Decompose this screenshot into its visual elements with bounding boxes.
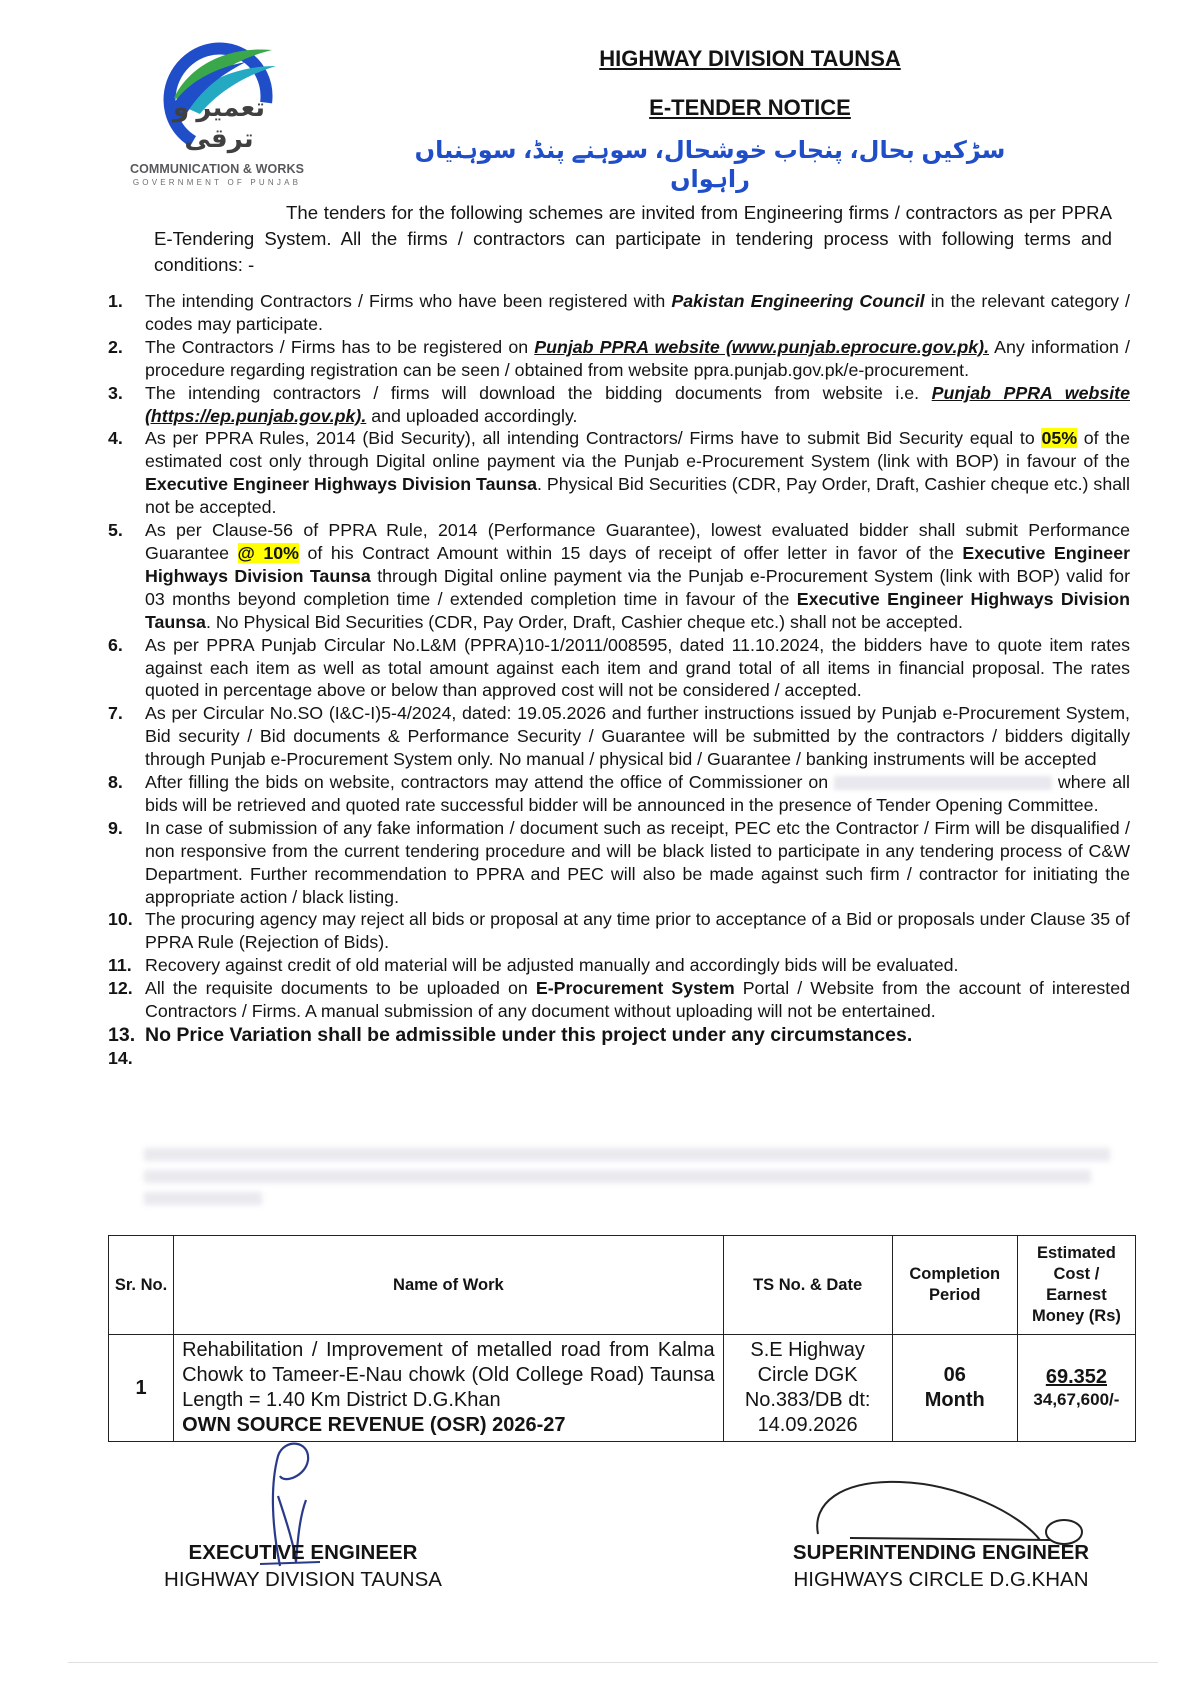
header-name: Name of Work bbox=[174, 1236, 724, 1335]
redacted-date bbox=[834, 776, 1052, 790]
term-item: 11. Recovery against credit of old material will be adjusted manually and accordingly bids will be evaluated. bbox=[108, 955, 959, 976]
term-item: 2. The Contractors / Firms has to be registered on Punjab PPRA website (www.punjab.eprocure.gov.pk). Any information / procedure regarding registration can be seen / obtained from website ppra.punjab.gov.pk/e-procurement. bbox=[108, 336, 1130, 380]
term-item: 8. After filling the bids on website, contractors may attend the office of Commissioner on where all bids will be retrieved and quoted rate successful bidder will be announced in the presence of Tender Opening Committee. bbox=[108, 772, 1131, 815]
division-title: HIGHWAY DIVISION TAUNSA bbox=[599, 46, 901, 71]
header-period: Completion Period bbox=[892, 1236, 1017, 1335]
executive-engineer-title: EXECUTIVE ENGINEER bbox=[188, 1541, 418, 1564]
row-completion-period: 06 Month bbox=[892, 1335, 1017, 1442]
superintending-engineer-title: SUPERINTENDING ENGINEER bbox=[792, 1541, 1090, 1564]
logo-urdu-text: تعمیر و ترقی bbox=[172, 92, 266, 153]
row-cost bbox=[1017, 1335, 1135, 1442]
terms-list bbox=[108, 290, 1130, 1070]
cw-logo bbox=[112, 36, 322, 192]
bid-security-percent: 05% bbox=[1041, 428, 1078, 449]
work-description: Rehabilitation / Improvement of metalled road from Kalma Chowk to Tameer-E-Nau chowk (Old College Road) Taunsa Length = 1.40 Km District D.G.Khan bbox=[182, 1339, 715, 1411]
urdu-slogan: سڑکیں بحال، پنجاب خوشحال، سوہنے پنڈ، سوہنیاں راہواں bbox=[414, 137, 1006, 193]
redacted-term-text bbox=[144, 1148, 1130, 1212]
row-name-of-work bbox=[174, 1335, 724, 1442]
header-sr: Sr. No. bbox=[109, 1236, 174, 1335]
executive-engineer-block bbox=[148, 1539, 458, 1593]
row-sr: 1 bbox=[109, 1335, 174, 1442]
superintending-engineer-office: HIGHWAYS CIRCLE D.G.KHAN bbox=[793, 1568, 1089, 1591]
notice-title: E-TENDER NOTICE bbox=[649, 95, 851, 120]
term-item: 3. The intending contractors / firms will download the bidding documents from website i.e. Punjab PPRA website (https://ep.punjab.gov.pk). and uploaded accordingly. bbox=[108, 382, 1130, 426]
term-item: 13. No Price Variation shall be admissible under this project under any circumstances. bbox=[108, 1024, 913, 1046]
executive-engineer-office: HIGHWAY DIVISION TAUNSA bbox=[164, 1568, 442, 1591]
intro-paragraph: The tenders for the following schemes are invited from Engineering firms / contractors as per PPRA E-Tendering System. All the firms / contractors can participate in tendering process with following terms and conditions: - bbox=[154, 202, 1112, 275]
term-item: 14. bbox=[108, 1048, 133, 1068]
term-item: 4. As per PPRA Rules, 2014 (Bid Security), all intending Contractors/ Firms have to submit Bid Security equal to 05% of the estimated cost only through Digital online payment via the Punjab e-Procurement System (link with BOP) in favour of the Executive Engineer Highways Division Taunsa. Physical Bid Securities (CDR, Pay Order, Draft, Cashier cheque etc.) shall not be accepted. bbox=[108, 428, 1130, 518]
superintending-engineer-block bbox=[776, 1539, 1106, 1593]
ep-punjab-link[interactable]: Punjab PPRA website (https://ep.punjab.gov.pk). bbox=[145, 382, 1130, 426]
term-item: 12. All the requisite documents to be uploaded on E-Procurement System Portal / Website from the account of interested Contractors / Firms. A manual submission of any document without uploading will not be entertained. bbox=[108, 978, 1130, 1022]
header-cost: Estimated Cost / Earnest Money (Rs) bbox=[1017, 1236, 1135, 1335]
row-ts-no: S.E Highway Circle DGK No.383/DB dt: 14.09.2026 bbox=[723, 1335, 892, 1442]
term-item: 9. In case of submission of any fake information / document such as receipt, PEC etc the Contractor / Firm will be disqualified / non responsive from the current tendering procedure and will be black listed to participate in any tendering process of C&W Department. Further recommendation to PPRA and PEC will also be made against such firm / contractor for initiating the appropriate action / black listing. bbox=[108, 817, 1130, 907]
term-item: 7. As per Circular No.SO (I&C-I)5-4/2024, dated: 19.05.2026 and further instructions issued by Punjab e-Procurement System, Bid security / Bid documents & Performance Security / Guarantee will be submitted by the contractors / bidders digitally through Punjab e-Procurement System only. No manual / physical bid / Guarantee / banking instruments will be accepted bbox=[108, 703, 1130, 770]
term-item: 6. As per PPRA Punjab Circular No.L&M (PPRA)10-1/2011/008595, dated 11.10.2024, the bidders have to quote item rates against each item as well as total amount against each item and grand total of all items in financial proposal. The rates quoted in percentage above or below than approved cost will not be considered / accepted. bbox=[108, 634, 1130, 701]
logo-subtitle: GOVERNMENT OF PUNJAB bbox=[132, 178, 302, 187]
logo-name: COMMUNICATION & WORKS bbox=[129, 162, 305, 176]
performance-guarantee-percent: @ 10% bbox=[237, 542, 299, 563]
term-item: 10. The procuring agency may reject all bids or proposal at any time prior to acceptance of a Bid or proposals under Clause 35 of PPRA Rule (Rejection of Bids). bbox=[108, 909, 1130, 953]
term-item: 5. As per Clause-56 of PPRA Rule, 2014 (Performance Guarantee), lowest evaluated bidder shall submit Performance Guarantee @ 10% of his Contract Amount within 15 days of receipt of offer letter in favor of the Executive Engineer Highways Division Taunsa through Digital online payment via the Punjab e-Procurement System (link with BOP) valid for 03 months beyond completion time / extended completion time in favour of the Executive Engineer Highways Division Taunsa. No Physical Bid Securities (CDR, Pay Order, Draft, Cashier cheque etc.) shall not be accepted. bbox=[108, 520, 1131, 632]
estimated-cost: 69.352 bbox=[1045, 1365, 1107, 1388]
header-ts: TS No. & Date bbox=[723, 1236, 892, 1335]
table-row bbox=[109, 1335, 1136, 1442]
earnest-money: 34,67,600/- bbox=[1033, 1389, 1120, 1409]
ppra-link[interactable]: Punjab PPRA website (www.punjab.eprocure.gov.pk). bbox=[534, 336, 990, 357]
term-item: 1. The intending Contractors / Firms who have been registered with Pakistan Engineering Council in the relevant category / codes may participate. bbox=[108, 291, 1130, 334]
work-funding-source: OWN SOURCE REVENUE (OSR) 2026-27 bbox=[182, 1414, 566, 1436]
footer-rule bbox=[68, 1662, 1158, 1663]
table-header-row bbox=[109, 1236, 1136, 1335]
works-table bbox=[108, 1235, 1136, 1442]
